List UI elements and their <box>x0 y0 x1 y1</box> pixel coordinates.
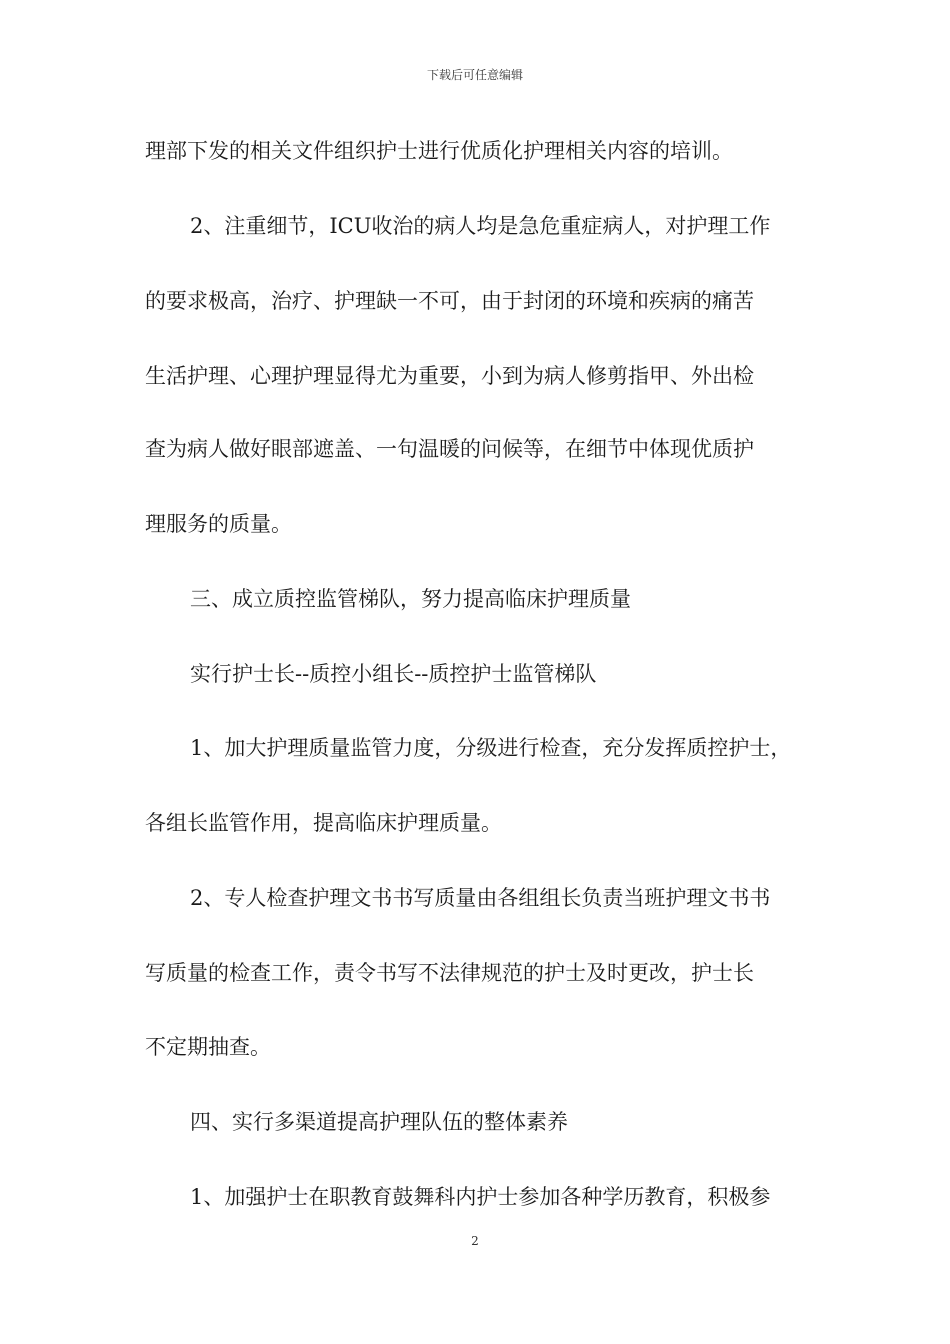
paragraph-line: 2、专人检查护理文书书写质量由各组组长负责当班护理文书书 <box>190 886 771 910</box>
section-heading: 四、实行多渠道提高护理队伍的整体素养 <box>190 1110 568 1134</box>
page-header: 下载后可任意编辑 <box>426 68 523 82</box>
paragraph-line: 生活护理、心理护理显得尤为重要，小到为病人修剪指甲、外出检 <box>145 364 754 388</box>
paragraph-line: 查为病人做好眼部遮盖、一句温暖的问候等，在细节中体现优质护 <box>145 437 754 461</box>
paragraph-line: 理部下发的相关文件组织护士进行优质化护理相关内容的培训。 <box>145 139 733 163</box>
paragraph-line: 实行护士长--质控小组长--质控护士监管梯队 <box>190 662 597 686</box>
page-number: 2 <box>471 1234 479 1248</box>
section-heading: 三、成立质控监管梯队，努力提高临床护理质量 <box>190 587 631 611</box>
paragraph-line: 的要求极高，治疗、护理缺一不可，由于封闭的环境和疾病的痛苦 <box>145 289 754 313</box>
paragraph-line: 理服务的质量。 <box>145 512 292 536</box>
paragraph-line: 各组长监管作用，提高临床护理质量。 <box>145 811 502 835</box>
paragraph-line: 1、加大护理质量监管力度，分级进行检查，充分发挥质控护士， <box>190 736 792 760</box>
paragraph-line: 2、注重细节，ICU收治的病人均是急危重症病人，对护理工作 <box>190 214 771 238</box>
paragraph-line: 不定期抽查。 <box>145 1035 271 1059</box>
paragraph-line: 1、加强护士在职教育鼓舞科内护士参加各种学历教育，积极参 <box>190 1185 771 1209</box>
paragraph-line: 写质量的检查工作，责令书写不法律规范的护士及时更改，护士长 <box>145 961 754 985</box>
